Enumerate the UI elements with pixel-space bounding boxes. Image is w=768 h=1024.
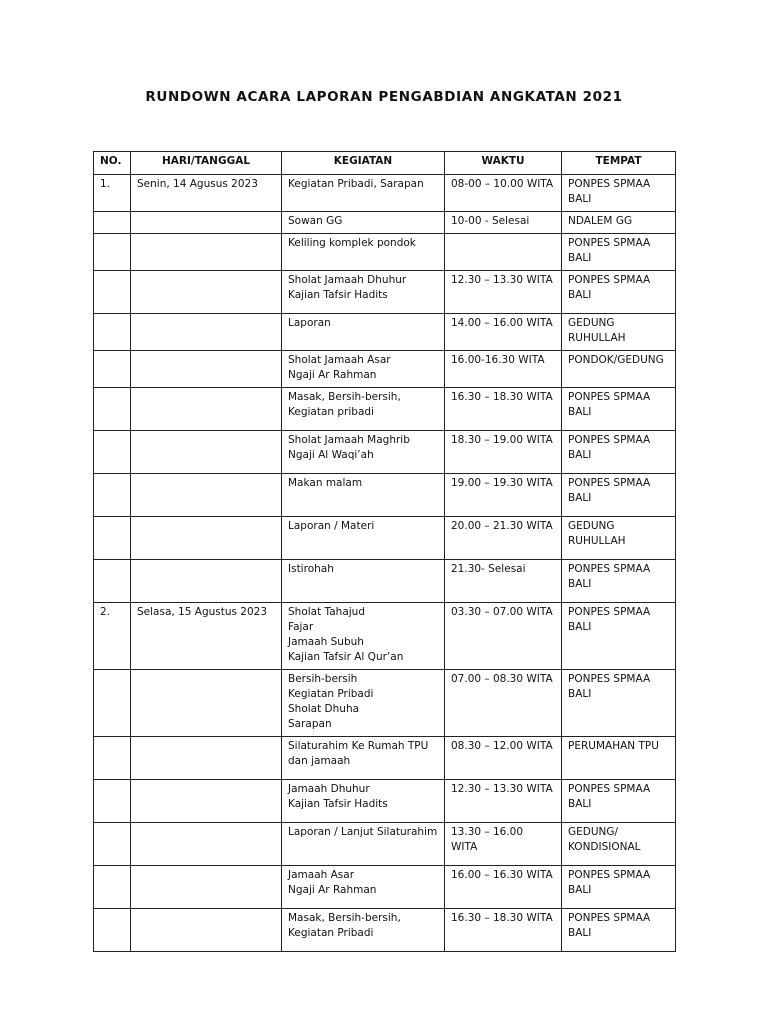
cell-tempat — [562, 431, 676, 474]
cell-no — [94, 234, 131, 271]
cell-waktu-line: 16.30 – 18.30 WITA — [451, 391, 553, 403]
cell-tempat — [562, 560, 676, 603]
cell-tempat-line: PONPES SPMAA — [568, 178, 651, 190]
cell-waktu — [445, 431, 562, 474]
cell-kegiatan-line: Kajian Tafsir Hadits — [288, 289, 388, 301]
cell-waktu — [445, 823, 562, 866]
cell-waktu-line: 16.00 – 16.30 WITA — [451, 869, 553, 881]
cell-tempat-line: PONPES SPMAA — [568, 869, 651, 881]
cell-tempat — [562, 670, 676, 737]
cell-tempat-line: BALI — [568, 406, 592, 418]
cell-kegiatan — [282, 351, 445, 388]
cell-tempat — [562, 175, 676, 212]
cell-tempat-line: PONPES SPMAA — [568, 434, 651, 446]
cell-waktu-line: 10-00 - Selesai — [451, 215, 530, 227]
cell-kegiatan-line: Laporan / Materi — [288, 520, 375, 532]
cell-waktu — [445, 909, 562, 952]
cell-tempat-line: RUHULLAH — [568, 332, 626, 344]
cell-kegiatan-line: Jamaah Subuh — [288, 636, 364, 648]
cell-kegiatan — [282, 474, 445, 517]
cell-kegiatan — [282, 234, 445, 271]
table-row — [94, 474, 676, 517]
cell-no — [94, 351, 131, 388]
cell-waktu — [445, 780, 562, 823]
cell-kegiatan-line: Ngaji Ar Rahman — [288, 369, 377, 381]
cell-tempat — [562, 603, 676, 670]
cell-no — [94, 517, 131, 560]
cell-kegiatan-line: Kajian Tafsir Hadits — [288, 798, 388, 810]
cell-hari-tanggal — [131, 670, 282, 737]
cell-kegiatan — [282, 670, 445, 737]
cell-kegiatan-line: Silaturahim Ke Rumah TPU — [288, 740, 429, 752]
cell-tempat-line: BALI — [568, 578, 592, 590]
cell-tempat-line: PONPES SPMAA — [568, 912, 651, 924]
table-row — [94, 737, 676, 780]
cell-waktu-line: WITA — [451, 841, 478, 853]
cell-kegiatan-line: Kajian Tafsir Al Qur’an — [288, 651, 404, 663]
cell-no: 1. — [94, 175, 131, 212]
cell-hari-tanggal — [131, 431, 282, 474]
cell-kegiatan-line: Sarapan — [288, 718, 332, 730]
cell-hari-tanggal — [131, 271, 282, 314]
cell-hari-tanggal — [131, 212, 282, 234]
cell-kegiatan — [282, 603, 445, 670]
cell-tempat-line: PONPES SPMAA — [568, 391, 651, 403]
cell-no — [94, 560, 131, 603]
cell-kegiatan-line: Sholat Jamaah Asar — [288, 354, 391, 366]
table-row — [94, 866, 676, 909]
cell-kegiatan-line: Masak, Bersih-bersih, — [288, 391, 401, 403]
table-row — [94, 271, 676, 314]
cell-hari-tanggal: Selasa, 15 Agustus 2023 — [131, 603, 282, 670]
cell-kegiatan-line: Keliling komplek pondok — [288, 237, 416, 249]
cell-no — [94, 670, 131, 737]
cell-kegiatan-line: Kegiatan pribadi — [288, 406, 374, 418]
table-row — [94, 314, 676, 351]
cell-kegiatan — [282, 388, 445, 431]
cell-kegiatan-line: Istirohah — [288, 563, 334, 575]
cell-kegiatan-line: Laporan / Lanjut Silaturahim — [288, 826, 438, 838]
cell-hari-tanggal — [131, 314, 282, 351]
cell-waktu-line: 08.30 – 12.00 WITA — [451, 740, 553, 752]
cell-tempat-line: PONPES SPMAA — [568, 563, 651, 575]
cell-tempat-line: NDALEM GG — [568, 215, 633, 227]
cell-waktu-line: 07.00 – 08.30 WITA — [451, 673, 553, 685]
cell-tempat-line: BALI — [568, 621, 592, 633]
cell-tempat-line: GEDUNG — [568, 520, 615, 532]
cell-waktu-line: 12.30 – 13.30 WITA — [451, 274, 553, 286]
cell-kegiatan — [282, 823, 445, 866]
header-kegiatan: KEGIATAN — [282, 152, 445, 175]
cell-kegiatan — [282, 431, 445, 474]
cell-waktu-line: 08-00 – 10.00 WITA — [451, 178, 554, 190]
cell-tempat — [562, 271, 676, 314]
cell-tempat-line: GEDUNG — [568, 317, 615, 329]
cell-tempat — [562, 737, 676, 780]
cell-tempat — [562, 234, 676, 271]
cell-tempat — [562, 909, 676, 952]
cell-kegiatan-line: dan jamaah — [288, 755, 351, 767]
table-row — [94, 909, 676, 952]
cell-kegiatan — [282, 517, 445, 560]
cell-tempat-line: BALI — [568, 688, 592, 700]
cell-waktu-line: 13.30 – 16.00 — [451, 826, 524, 838]
cell-kegiatan-line: Jamaah Dhuhur — [288, 783, 370, 795]
cell-no: 2. — [94, 603, 131, 670]
cell-hari-tanggal — [131, 474, 282, 517]
cell-waktu — [445, 212, 562, 234]
cell-no — [94, 431, 131, 474]
cell-kegiatan-line: Jamaah Asar — [288, 869, 355, 881]
table-row — [94, 517, 676, 560]
cell-no — [94, 212, 131, 234]
cell-kegiatan — [282, 866, 445, 909]
header-waktu: WAKTU — [445, 152, 562, 175]
cell-waktu — [445, 271, 562, 314]
table-row — [94, 603, 676, 670]
cell-tempat-line: BALI — [568, 884, 592, 896]
rundown-table — [93, 151, 676, 952]
cell-tempat-line: PONPES SPMAA — [568, 783, 651, 795]
cell-waktu — [445, 560, 562, 603]
cell-waktu-line: 16.30 – 18.30 WITA — [451, 912, 553, 924]
cell-kegiatan — [282, 175, 445, 212]
cell-kegiatan-line: Sholat Dhuha — [288, 703, 360, 715]
cell-tempat-line: KONDISIONAL — [568, 841, 641, 853]
cell-no — [94, 314, 131, 351]
cell-tempat-line: BALI — [568, 927, 592, 939]
cell-tempat — [562, 388, 676, 431]
table-row — [94, 388, 676, 431]
cell-kegiatan — [282, 560, 445, 603]
cell-hari-tanggal — [131, 823, 282, 866]
cell-hari-tanggal: Senin, 14 Agusus 2023 — [131, 175, 282, 212]
cell-kegiatan-line: Sholat Jamaah Dhuhur — [288, 274, 407, 286]
cell-tempat — [562, 866, 676, 909]
cell-waktu-line: 19.00 – 19.30 WITA — [451, 477, 553, 489]
cell-tempat-line: BALI — [568, 289, 592, 301]
cell-hari-tanggal — [131, 866, 282, 909]
cell-kegiatan-line: Kegiatan Pribadi — [288, 927, 374, 939]
cell-tempat-line: PONPES SPMAA — [568, 237, 651, 249]
cell-waktu-line: 21.30- Selesai — [451, 563, 526, 575]
document-title: RUNDOWN ACARA LAPORAN PENGABDIAN ANGKATAN 2021 — [145, 89, 623, 105]
header-tempat: TEMPAT — [562, 152, 676, 175]
cell-kegiatan-line: Kegiatan Pribadi — [288, 688, 374, 700]
table-row — [94, 431, 676, 474]
cell-waktu — [445, 351, 562, 388]
cell-waktu — [445, 314, 562, 351]
cell-no — [94, 474, 131, 517]
cell-waktu-line: 18.30 – 19.00 WITA — [451, 434, 553, 446]
cell-tempat — [562, 351, 676, 388]
cell-kegiatan-line: Laporan — [288, 317, 331, 329]
cell-kegiatan — [282, 271, 445, 314]
cell-tempat — [562, 517, 676, 560]
cell-kegiatan-line: Kegiatan Pribadi, Sarapan — [288, 178, 424, 190]
cell-hari-tanggal — [131, 234, 282, 271]
cell-tempat-line: BALI — [568, 449, 592, 461]
cell-waktu-line: 03.30 – 07.00 WITA — [451, 606, 553, 618]
cell-tempat — [562, 474, 676, 517]
cell-no — [94, 909, 131, 952]
cell-tempat-line: BALI — [568, 492, 592, 504]
cell-waktu-line: 16.00-16.30 WITA — [451, 354, 545, 366]
cell-tempat — [562, 780, 676, 823]
cell-tempat-line: PONPES SPMAA — [568, 606, 651, 618]
cell-kegiatan-line: Sholat Tahajud — [288, 606, 365, 618]
cell-tempat-line: PERUMAHAN TPU — [568, 740, 659, 752]
cell-tempat-line: PONPES SPMAA — [568, 673, 651, 685]
cell-tempat-line: RUHULLAH — [568, 535, 626, 547]
cell-hari-tanggal — [131, 737, 282, 780]
table-body — [94, 175, 676, 952]
cell-no — [94, 388, 131, 431]
cell-kegiatan — [282, 212, 445, 234]
cell-waktu — [445, 603, 562, 670]
cell-kegiatan — [282, 314, 445, 351]
table-row — [94, 234, 676, 271]
cell-hari-tanggal — [131, 388, 282, 431]
cell-tempat-line: PONDOK/GEDUNG — [568, 354, 664, 366]
cell-waktu-line: 12.30 – 13.30 WITA — [451, 783, 553, 795]
cell-tempat-line: PONPES SPMAA — [568, 274, 651, 286]
cell-no — [94, 823, 131, 866]
table-row — [94, 823, 676, 866]
cell-no — [94, 737, 131, 780]
table-header-row — [94, 152, 676, 175]
table-row — [94, 780, 676, 823]
cell-tempat — [562, 314, 676, 351]
cell-tempat-line: BALI — [568, 252, 592, 264]
cell-no — [94, 866, 131, 909]
cell-kegiatan-line: Masak, Bersih-bersih, — [288, 912, 401, 924]
table-row — [94, 670, 676, 737]
cell-tempat — [562, 823, 676, 866]
cell-waktu — [445, 388, 562, 431]
cell-waktu — [445, 737, 562, 780]
cell-kegiatan-line: Bersih-bersih — [288, 673, 358, 685]
cell-no — [94, 271, 131, 314]
cell-tempat-line: GEDUNG/ — [568, 826, 619, 838]
table-row — [94, 175, 676, 212]
cell-kegiatan — [282, 780, 445, 823]
header-hari-tanggal: HARI/TANGGAL — [131, 152, 282, 175]
table-row — [94, 351, 676, 388]
cell-kegiatan — [282, 909, 445, 952]
cell-waktu — [445, 474, 562, 517]
cell-hari-tanggal — [131, 517, 282, 560]
cell-waktu — [445, 866, 562, 909]
cell-tempat-line: BALI — [568, 193, 592, 205]
cell-waktu-line: 14.00 – 16.00 WITA — [451, 317, 553, 329]
cell-kegiatan-line: Ngaji Al Waqi’ah — [288, 449, 374, 461]
table-row — [94, 212, 676, 234]
cell-kegiatan — [282, 737, 445, 780]
cell-no — [94, 780, 131, 823]
cell-hari-tanggal — [131, 780, 282, 823]
cell-hari-tanggal — [131, 351, 282, 388]
cell-kegiatan-line: Ngaji Ar Rahman — [288, 884, 377, 896]
cell-waktu — [445, 175, 562, 212]
cell-kegiatan-line: Makan malam — [288, 477, 363, 489]
cell-hari-tanggal — [131, 909, 282, 952]
cell-kegiatan-line: Sholat Jamaah Maghrib — [288, 434, 410, 446]
cell-waktu-line: 20.00 – 21.30 WITA — [451, 520, 553, 532]
header-no: NO. — [94, 152, 131, 175]
cell-tempat-line: PONPES SPMAA — [568, 477, 651, 489]
cell-hari-tanggal — [131, 560, 282, 603]
cell-kegiatan-line: Sowan GG — [288, 215, 343, 227]
cell-kegiatan-line: Fajar — [288, 621, 314, 633]
cell-tempat — [562, 212, 676, 234]
cell-tempat-line: BALI — [568, 798, 592, 810]
cell-waktu — [445, 670, 562, 737]
table-row — [94, 560, 676, 603]
cell-waktu — [445, 517, 562, 560]
cell-waktu — [445, 234, 562, 271]
